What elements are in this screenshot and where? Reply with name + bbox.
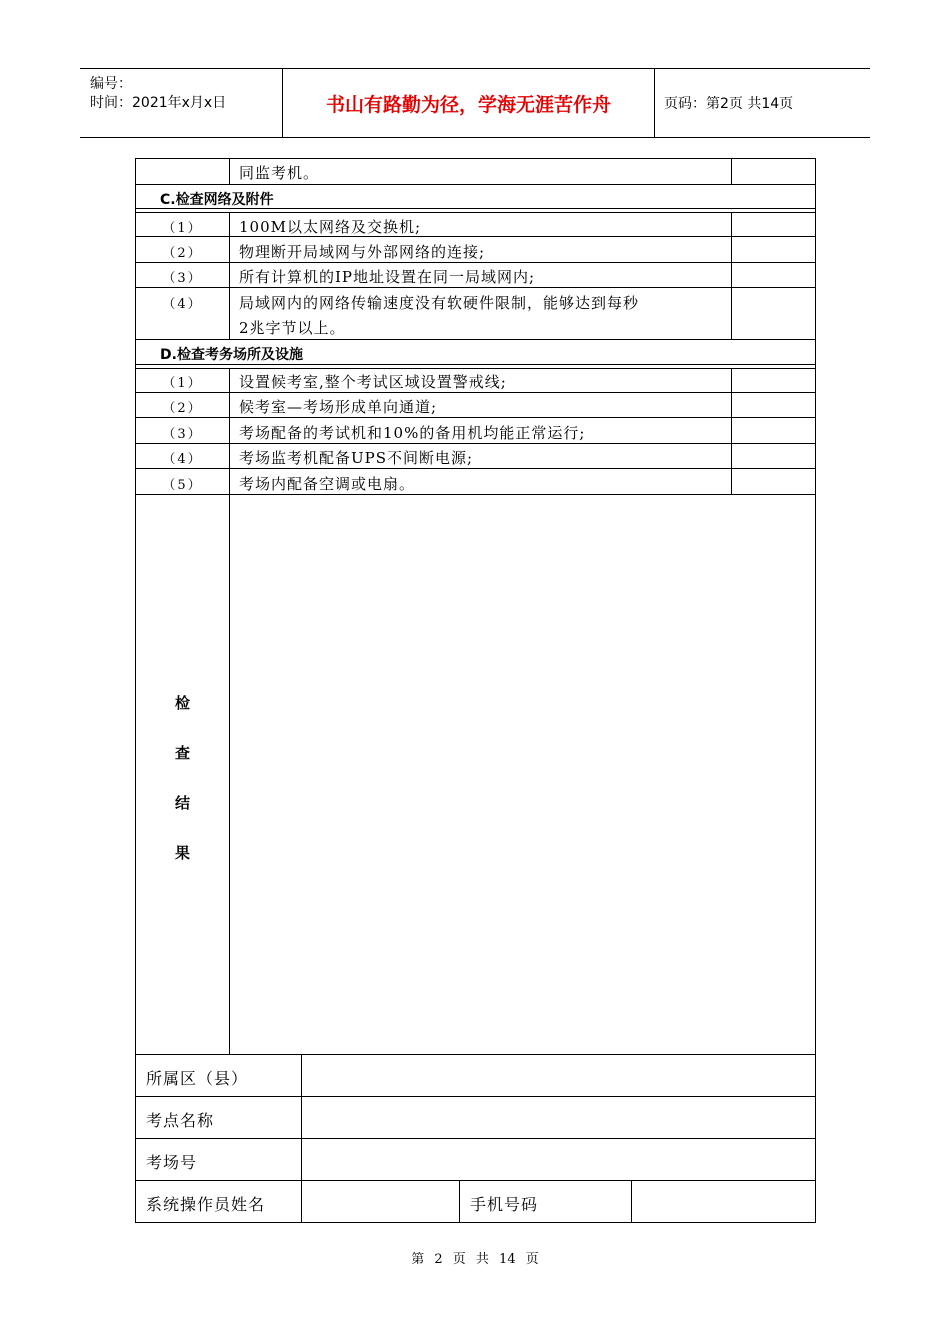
operator-label: 系统操作员姓名	[146, 1195, 266, 1214]
item-number: （2）	[162, 401, 203, 416]
item-number: （2）	[162, 246, 203, 261]
page-header	[80, 68, 870, 138]
date-label: 时间：2021年x月x日	[90, 95, 227, 111]
result-field[interactable]	[230, 495, 815, 1054]
item-text: 考场配备的考试机和10%的备用机均能正常运行;	[239, 424, 586, 442]
item-number: （4）	[162, 452, 203, 467]
item-number: （5）	[162, 478, 203, 493]
item-text: 候考室—考场形成单向通道;	[239, 398, 438, 416]
site-label: 考点名称	[146, 1111, 215, 1130]
room-label: 考场号	[146, 1153, 198, 1172]
item-text: 100M以太网络及交换机;	[239, 218, 422, 236]
header-page-info: 页码：第2页 共14页	[664, 96, 794, 112]
serial-label: 编号：	[90, 76, 132, 92]
room-field[interactable]	[302, 1139, 815, 1180]
section-c-title: C.检查网络及附件	[160, 192, 274, 208]
item-number: （3）	[162, 271, 203, 286]
phone-field[interactable]	[632, 1181, 815, 1222]
phone-label: 手机号码	[470, 1195, 539, 1214]
site-field[interactable]	[302, 1097, 815, 1138]
item-text: 所有计算机的IP地址设置在同一局域网内;	[239, 268, 536, 286]
item-text: 考场内配备空调或电扇。	[239, 475, 416, 493]
section-d-title: D.检查考务场所及设施	[160, 347, 303, 363]
item-text-cont: 2兆字节以上。	[239, 319, 346, 337]
item-number: （4）	[162, 297, 203, 312]
item-number: （3）	[162, 427, 203, 442]
item-number: （1）	[162, 221, 203, 236]
result-label-char: 查	[174, 744, 190, 762]
result-label-char: 结	[174, 794, 190, 812]
continuation-text: 同监考机。	[239, 164, 320, 182]
result-label-char: 检	[174, 694, 190, 712]
district-field[interactable]	[302, 1055, 815, 1096]
item-text: 考场监考机配备UPS不间断电源;	[239, 449, 474, 467]
operator-field[interactable]	[302, 1181, 459, 1222]
item-text: 物理断开局域网与外部网络的连接;	[239, 243, 486, 261]
item-number: （1）	[162, 376, 203, 391]
item-text: 局域网内的网络传输速度没有软硬件限制，能够达到每秒	[239, 294, 640, 312]
page-footer: 第 2 页 共 14 页	[411, 1252, 539, 1267]
result-label-char: 果	[174, 844, 190, 862]
district-label: 所属区（县）	[146, 1069, 249, 1088]
header-motto: 书山有路勤为径，学海无涯苦作舟	[283, 69, 655, 137]
item-text: 设置候考室,整个考试区域设置警戒线;	[239, 373, 507, 391]
header-meta	[80, 69, 283, 137]
